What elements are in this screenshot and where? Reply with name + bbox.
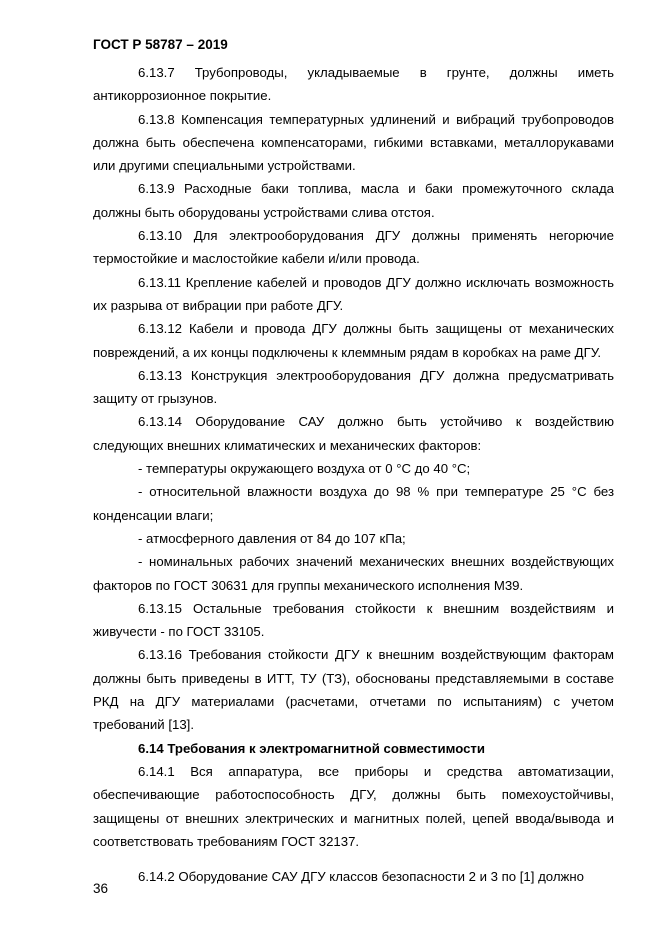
paragraph-6-13-14: 6.13.14 Оборудование САУ должно быть устойчиво к воздействию следующих внешних климатических и механических факторов:: [93, 414, 614, 453]
list-item-pressure: - атмосферного давления от 84 до 107 кПа;: [138, 530, 406, 546]
paragraph-gap: [93, 853, 614, 865]
paragraph-6-13-12: 6.13.12 Кабели и провода ДГУ должны быть защищены от механических повреждений, а их концы подключены к клеммным рядам в коробках на раме ДГУ.: [93, 321, 614, 360]
document-body: [93, 61, 614, 888]
paragraph-6-13-15: 6.13.15 Остальные требования стойкости к внешним воздействиям и живучести - по ГОСТ 33105.: [93, 600, 614, 640]
list-item-mechanical: - номинальных рабочих значений механических внешних воздействующих факторов по ГОСТ 30631 для группы механического исполнения М39.: [93, 554, 614, 593]
list-item-temperature: - температуры окружающего воздуха от 0 °С до 40 °С;: [138, 461, 471, 477]
paragraph-6-13-7: 6.13.7 Трубопроводы, укладываемые в грунте, должны иметь антикоррозионное покрытие.: [93, 65, 614, 104]
section-heading-6-14: 6.14 Требования к электромагнитной совместимости: [138, 740, 485, 756]
page-number: 36: [93, 881, 109, 896]
paragraph-6-13-10: 6.13.10 Для электрооборудования ДГУ должны применять негорючие термостойкие и маслостойкие кабели и/или провода.: [93, 228, 614, 267]
paragraph-6-13-13: 6.13.13 Конструкция электрооборудования ДГУ должна предусматривать защиту от грызунов.: [93, 367, 614, 407]
paragraph-6-14-1: 6.14.1 Вся аппаратура, все приборы и средства автоматизации, обеспечивающие работоспособность ДГУ, должны быть помехоустойчивы, защищены от внешних электрических и магнитных полей, цепей ввода/вывода и соответствовать требованиям ГОСТ 32137.: [93, 763, 614, 849]
paragraph-6-13-16: 6.13.16 Требования стойкости ДГУ к внешним воздействующим факторам должны быть приведены в ИТТ, ТУ (ТЗ), обоснованы представляемыми в составе РКД на ДГУ материалами (расчетами, отчетами по испытаниям) с учетом требований [13].: [93, 647, 614, 733]
paragraph-6-13-8: 6.13.8 Компенсация температурных удлинений и вибраций трубопроводов должна быть обеспечена компенсаторами, гибкими вставками, металлорукавами или другими специальными устройствами.: [93, 111, 614, 174]
document-header: ГОСТ Р 58787 – 2019: [93, 37, 228, 52]
paragraph-6-13-11: 6.13.11 Крепление кабелей и проводов ДГУ должно исключать возможность их разрыва от вибрации при работе ДГУ.: [93, 274, 614, 313]
paragraph-6-14-2: 6.14.2 Оборудование САУ ДГУ классов безопасности 2 и 3 по [1] должно: [138, 869, 584, 885]
paragraph-6-13-9: 6.13.9 Расходные баки топлива, масла и баки промежуточного склада должны быть оборудованы устройствами слива отстоя.: [93, 181, 614, 220]
list-item-humidity: - относительной влажности воздуха до 98 % при температуре 25 °С без конденсации влаги;: [93, 484, 614, 523]
